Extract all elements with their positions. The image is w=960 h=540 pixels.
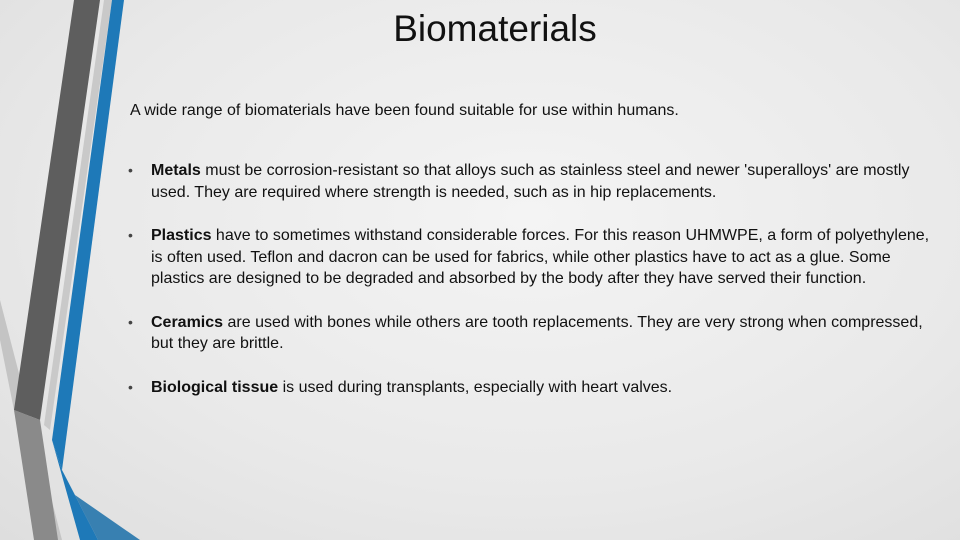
bullet-biological-tissue (128, 377, 938, 399)
bullet-term: Plastics (151, 227, 212, 244)
page-title: Biomaterials (393, 8, 597, 49)
bullet-text: are used with bones while others are tooth replacements. They are very strong when compressed, but they are brittle. (151, 313, 923, 352)
bullet-dot: • (128, 313, 133, 330)
stripe-gray (14, 410, 58, 540)
bullet-list (128, 160, 938, 398)
bullet-term: Ceramics (151, 313, 224, 331)
bullet-text: have to sometimes withstand considerable forces. For this reason UHMWPE, a form of polyethylene, is often used. Teflon and dacron can be used for fabrics, while other plastics have to act as a glue. Some plastics are designed to be degraded and absorbed by the body after they have served their function. (151, 227, 930, 287)
bullet-term: Biological tissue (151, 378, 279, 396)
bullet-text: is used during transplants, especially with heart valves. (278, 378, 673, 396)
intro-text: A wide range of biomaterials have been found suitable for use within humans. (130, 102, 679, 119)
bullet-plastics (128, 225, 938, 290)
bullet-dot: • (128, 378, 133, 395)
decorative-stripes (0, 0, 140, 540)
bullet-ceramics (128, 312, 938, 355)
bullet-term: Metals (151, 162, 201, 179)
bullet-text: must be corrosion-resistant so that alloys such as stainless steel and newer 'superalloys' are mostly used. They are required where strength is needed, such as in hip replacements. (151, 162, 910, 201)
bullet-dot: • (128, 227, 133, 243)
bullet-metals (128, 160, 938, 203)
bullet-dot: • (128, 162, 133, 178)
